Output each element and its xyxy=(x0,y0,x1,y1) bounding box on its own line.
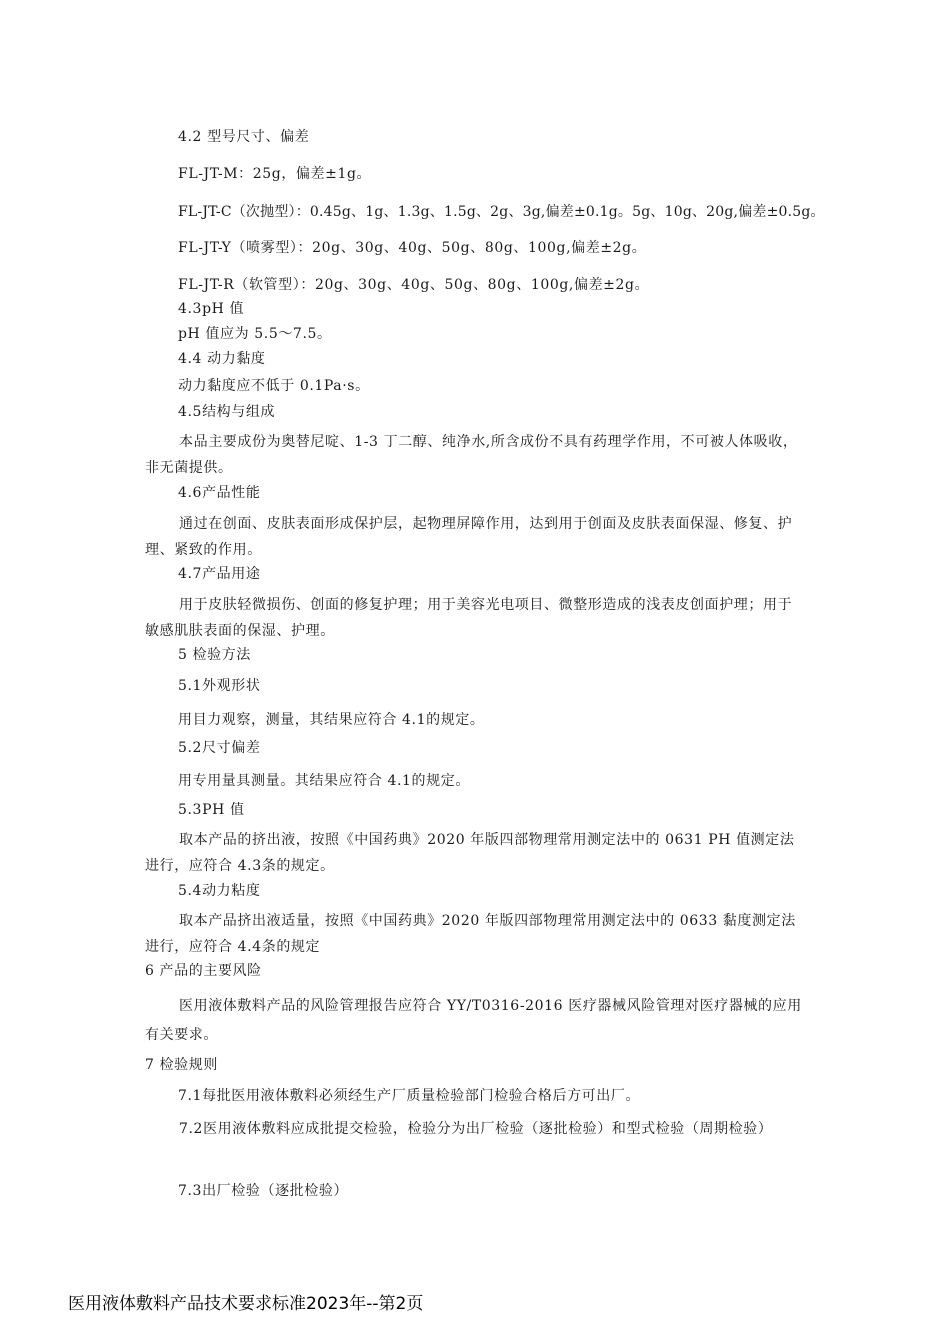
composition-paragraph: 本品主要成份为奥替尼啶、1-3 丁二醇、纯净水,所含成份不具有药理学作用，不可被人体吸收，非无菌提供。 xyxy=(145,434,798,476)
viscosity-requirement: 动力黏度应不低于 0.1Pa·s。 xyxy=(178,378,370,394)
section-heading-4-4: 4.4 动力黏度 xyxy=(178,351,266,367)
performance-paragraph: 通过在创面、皮肤表面形成保护层，起物理屏障作用，达到用于创面及皮肤表面保湿、修复、护理、紧致的作用。 xyxy=(145,516,793,558)
ph-requirement: pH 值应为 5.5～7.5。 xyxy=(178,326,332,342)
section-heading-5-3: 5.3PH 值 xyxy=(178,802,245,818)
page-footer: 医用液体敷料产品技术要求标准2023年--第2页 xyxy=(68,1294,424,1314)
section-heading-5-2: 5.2尺寸偏差 xyxy=(178,740,261,756)
model-spec-y: FL-JT-Y（喷雾型）：20g、30g、40g、50g、80g、100g,偏差±2g。 xyxy=(178,240,647,256)
size-method: 用专用量具测量。其结果应符合 4.1的规定。 xyxy=(178,773,470,789)
section-heading-5: 5 检验方法 xyxy=(178,647,251,663)
model-spec-r: FL-JT-R（软管型）：20g、30g、40g、50g、80g、100g,偏差±2g。 xyxy=(178,277,650,293)
risk-paragraph: 医用液体敷料产品的风险管理报告应符合 YY/T0316-2016 医疗器械风险管理对医疗器械的应用有关要求。 xyxy=(145,998,802,1043)
section-heading-4-5: 4.5结构与组成 xyxy=(178,404,276,420)
viscosity-method-paragraph: 取本产品挤出液适量，按照《中国药典》2020 年版四部物理常用测定法中的 0633 黏度测定法进行，应符合 4.4条的规定 xyxy=(145,913,796,955)
section-heading-4-3: 4.3pH 值 xyxy=(178,301,245,317)
rule-7-2: 7.2医用液体敷料应成批提交检验，检验分为出厂检验（逐批检验）和型式检验（周期检验） xyxy=(179,1121,773,1137)
ph-method-paragraph: 取本产品的挤出液，按照《中国药典》2020 年版四部物理常用测定法中的 0631 PH 值测定法进行，应符合 4.3条的规定。 xyxy=(145,832,795,874)
section-heading-5-1: 5.1外观形状 xyxy=(178,678,261,694)
section-heading-7: 7 检验规则 xyxy=(145,1057,218,1073)
model-spec-c: FL-JT-C（次抛型）：0.45g、1g、1.3g、1.5g、2g、3g,偏差±0.1g。5g、10g、20g,偏差±0.5g。 xyxy=(178,204,825,220)
section-heading-4-6: 4.6产品性能 xyxy=(178,485,261,501)
section-heading-6: 6 产品的主要风险 xyxy=(145,963,262,979)
section-heading-4-2: 4.2 型号尺寸、偏差 xyxy=(178,129,310,145)
rule-7-3: 7.3出厂检验（逐批检验） xyxy=(178,1183,349,1199)
rule-7-1: 7.1每批医用液体敷料必须经生产厂质量检验部门检验合格后方可出厂。 xyxy=(178,1088,641,1104)
usage-paragraph: 用于皮肤轻微损伤、创面的修复护理；用于美容光电项目、微整形造成的浅表皮创面护理；用于敏感肌肤表面的保湿、护理。 xyxy=(145,597,793,639)
section-heading-4-7: 4.7产品用途 xyxy=(178,566,261,582)
section-heading-5-4: 5.4动力粘度 xyxy=(178,883,261,899)
model-spec-m: FL-JT-M：25g，偏差±1g。 xyxy=(178,166,372,182)
appearance-method: 用目力观察，测量，其结果应符合 4.1的规定。 xyxy=(178,712,485,728)
